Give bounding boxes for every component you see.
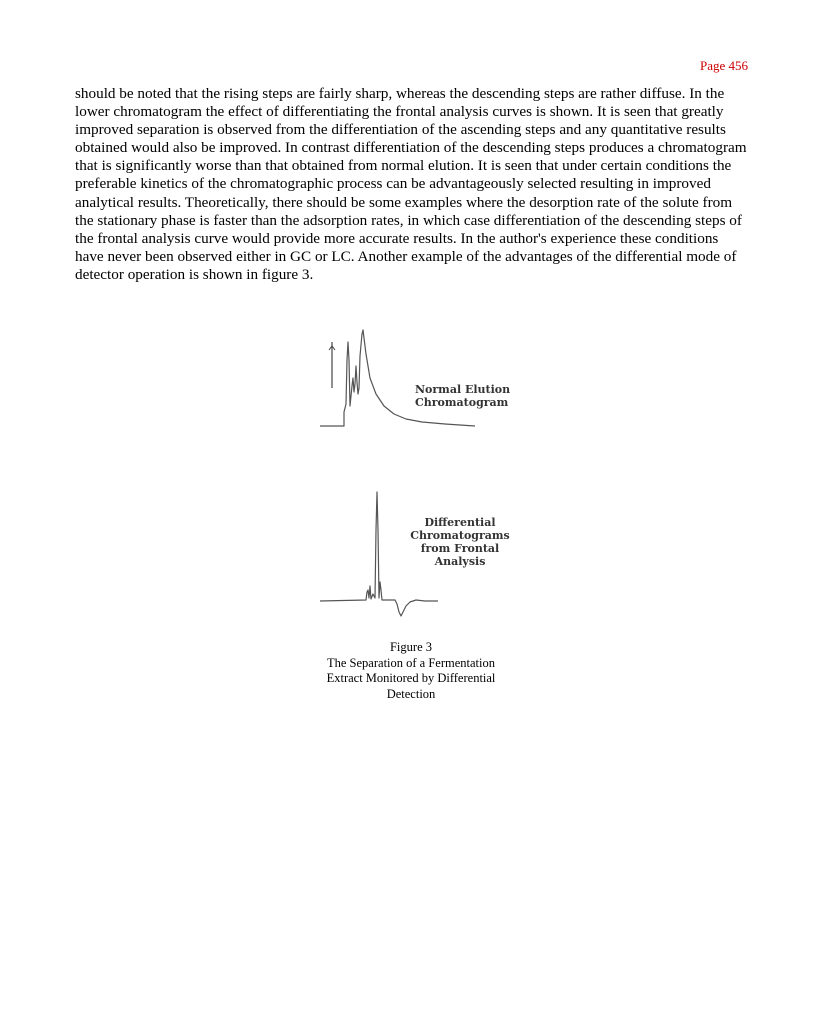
figure-3 — [300, 320, 540, 620]
differential-label-line4: Analysis — [434, 555, 486, 568]
caption-line-2: Extract Monitored by Differential — [326, 671, 496, 685]
normal-elution-chromatogram — [320, 330, 510, 426]
normal-elution-trace — [320, 330, 475, 426]
figure-caption — [290, 640, 532, 702]
normal-elution-label-line2: Chromatogram — [415, 396, 509, 409]
normal-elution-label-line1: Normal Elution — [415, 383, 511, 396]
caption-line-3: Detection — [386, 686, 436, 701]
caption-line-1: The Separation of a Fermentation — [327, 655, 495, 670]
page-number: Page 456 — [699, 58, 748, 73]
caption-title: Figure 3 — [389, 640, 432, 654]
differential-label-line1: Differential — [424, 516, 496, 529]
differential-label-line2: Chromatograms — [410, 529, 510, 542]
body-paragraph: should be noted that the rising steps are fairly sharp, whereas the descending steps are rather diffuse. In the lower chromatogram the effect of differentiating the frontal analysis curves is shown. It is seen that greatly improved separation is observed from the differentiation of the ascending steps and any quantitative results obtained would also be improved. In contrast differentiation of the descending steps produces a chromatogram that is significantly worse than that obtained from normal elution. It is seen that under certain conditions the preferable kinetics of the chromatographic process can be advantageously selected resulting in improved analytical results. Theoretically, there should be some examples where the desorption rate of the solute from the stationary phase is faster than the adsorption rates, in which case differentiation of the descending steps of the frontal analysis curve would provide more accurate results. In the author's experience these conditions have never been observed either in GC or LC. Another example of the advantages of the differential mode of detector operation is shown in figure 3. — [75, 85, 747, 283]
differential-chromatogram — [320, 492, 510, 616]
differential-label-line3: from Frontal — [420, 542, 500, 555]
